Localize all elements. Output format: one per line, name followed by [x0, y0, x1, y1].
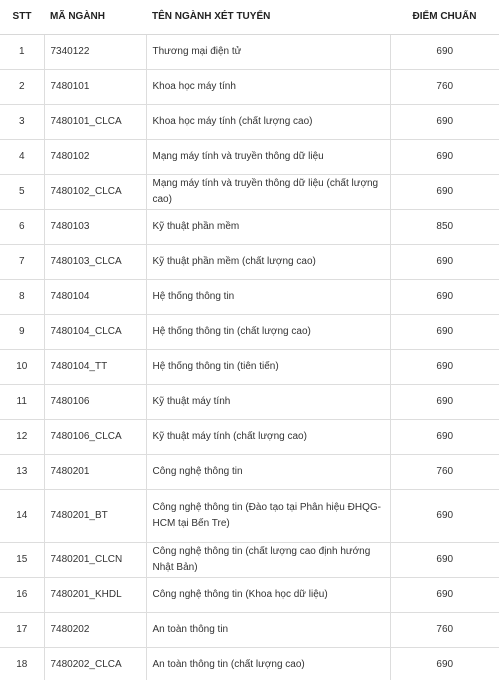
- cell-major-code: 7480103_CLCA: [44, 245, 146, 280]
- cell-stt: 12: [0, 420, 44, 455]
- cell-stt: 16: [0, 578, 44, 613]
- table-row: [0, 105, 499, 140]
- cell-major-code: 7480201_KHDL: [44, 578, 146, 613]
- cell-cutoff-score: 690: [390, 385, 499, 420]
- cell-cutoff-score: 760: [390, 70, 499, 105]
- cell-stt: 3: [0, 105, 44, 140]
- cell-major-name: Công nghệ thông tin (chất lượng cao định hướng Nhật Bản): [146, 543, 390, 578]
- cell-major-code: 7480104: [44, 280, 146, 315]
- cell-major-name: Công nghệ thông tin: [146, 455, 390, 490]
- table-row: [0, 578, 499, 613]
- cell-major-name: Kỹ thuật phần mềm: [146, 210, 390, 245]
- table-row: [0, 648, 499, 680]
- cell-cutoff-score: 760: [390, 455, 499, 490]
- cell-cutoff-score: 690: [390, 578, 499, 613]
- cell-stt: 6: [0, 210, 44, 245]
- cell-major-code: 7480103: [44, 210, 146, 245]
- table-row: [0, 385, 499, 420]
- cell-major-code: 7480104_CLCA: [44, 315, 146, 350]
- cell-cutoff-score: 690: [390, 280, 499, 315]
- cell-cutoff-score: 690: [390, 175, 499, 210]
- cell-major-name: An toàn thông tin (chất lượng cao): [146, 648, 390, 680]
- cell-stt: 13: [0, 455, 44, 490]
- cell-major-code: 7480101: [44, 70, 146, 105]
- cell-stt: 9: [0, 315, 44, 350]
- cell-cutoff-score: 850: [390, 210, 499, 245]
- cell-major-name: Hệ thống thông tin (tiên tiến): [146, 350, 390, 385]
- cell-major-name: Mạng máy tính và truyền thông dữ liệu (chất lượng cao): [146, 175, 390, 210]
- cell-major-code: 7480201_CLCN: [44, 543, 146, 578]
- cell-cutoff-score: 690: [390, 490, 499, 543]
- cell-major-code: 7340122: [44, 35, 146, 70]
- table-row: [0, 70, 499, 105]
- cell-major-name: Mạng máy tính và truyền thông dữ liệu: [146, 140, 390, 175]
- table-row: [0, 175, 499, 210]
- cell-major-code: 7480101_CLCA: [44, 105, 146, 140]
- header-row: [0, 0, 499, 35]
- table-row: [0, 210, 499, 245]
- header-major-name: TÊN NGÀNH XÉT TUYỂN: [146, 0, 390, 35]
- cell-major-code: 7480201: [44, 455, 146, 490]
- cell-major-code: 7480104_TT: [44, 350, 146, 385]
- table-row: [0, 420, 499, 455]
- cell-cutoff-score: 690: [390, 420, 499, 455]
- cell-major-code: 7480106: [44, 385, 146, 420]
- table-body: [0, 35, 499, 680]
- cell-major-name: Kỹ thuật máy tính (chất lượng cao): [146, 420, 390, 455]
- table-row: [0, 245, 499, 280]
- cell-stt: 10: [0, 350, 44, 385]
- cell-major-name: Hệ thống thông tin (chất lượng cao): [146, 315, 390, 350]
- cell-stt: 11: [0, 385, 44, 420]
- table-row: [0, 455, 499, 490]
- cell-major-name: Kỹ thuật phần mềm (chất lượng cao): [146, 245, 390, 280]
- table-row: [0, 350, 499, 385]
- cell-stt: 8: [0, 280, 44, 315]
- table-row: [0, 613, 499, 648]
- cell-stt: 1: [0, 35, 44, 70]
- header-major-code: MÃ NGÀNH: [44, 0, 146, 35]
- table-row: [0, 315, 499, 350]
- header-stt: STT: [0, 0, 44, 35]
- cell-cutoff-score: 690: [390, 35, 499, 70]
- cell-cutoff-score: 690: [390, 350, 499, 385]
- cell-cutoff-score: 690: [390, 140, 499, 175]
- cell-cutoff-score: 690: [390, 245, 499, 280]
- table-header: [0, 0, 499, 35]
- cell-major-name: Khoa học máy tính (chất lượng cao): [146, 105, 390, 140]
- header-cutoff-score: ĐIỂM CHUẨN: [390, 0, 499, 35]
- cell-major-name: Công nghệ thông tin (Đào tạo tại Phân hiệu ĐHQG-HCM tại Bến Tre): [146, 490, 390, 543]
- cell-major-code: 7480106_CLCA: [44, 420, 146, 455]
- cell-major-code: 7480202: [44, 613, 146, 648]
- cell-major-name: Thương mại điện tử: [146, 35, 390, 70]
- cell-stt: 7: [0, 245, 44, 280]
- cell-stt: 2: [0, 70, 44, 105]
- cell-major-code: 7480102_CLCA: [44, 175, 146, 210]
- cell-major-name: Kỹ thuật máy tính: [146, 385, 390, 420]
- cell-major-name: Khoa học máy tính: [146, 70, 390, 105]
- cell-major-code: 7480201_BT: [44, 490, 146, 543]
- cell-cutoff-score: 690: [390, 105, 499, 140]
- cell-major-code: 7480202_CLCA: [44, 648, 146, 680]
- cell-stt: 17: [0, 613, 44, 648]
- cell-stt: 5: [0, 175, 44, 210]
- table-row: [0, 280, 499, 315]
- cell-major-name: Hệ thống thông tin: [146, 280, 390, 315]
- cell-major-name: An toàn thông tin: [146, 613, 390, 648]
- table-row: [0, 543, 499, 578]
- cell-cutoff-score: 760: [390, 613, 499, 648]
- cell-stt: 14: [0, 490, 44, 543]
- cell-cutoff-score: 690: [390, 648, 499, 680]
- cell-major-code: 7480102: [44, 140, 146, 175]
- cell-cutoff-score: 690: [390, 315, 499, 350]
- cell-stt: 4: [0, 140, 44, 175]
- cell-stt: 15: [0, 543, 44, 578]
- table-row: [0, 490, 499, 543]
- cell-stt: 18: [0, 648, 44, 680]
- table-row: [0, 140, 499, 175]
- cell-cutoff-score: 690: [390, 543, 499, 578]
- cell-major-name: Công nghệ thông tin (Khoa học dữ liệu): [146, 578, 390, 613]
- table-row: [0, 35, 499, 70]
